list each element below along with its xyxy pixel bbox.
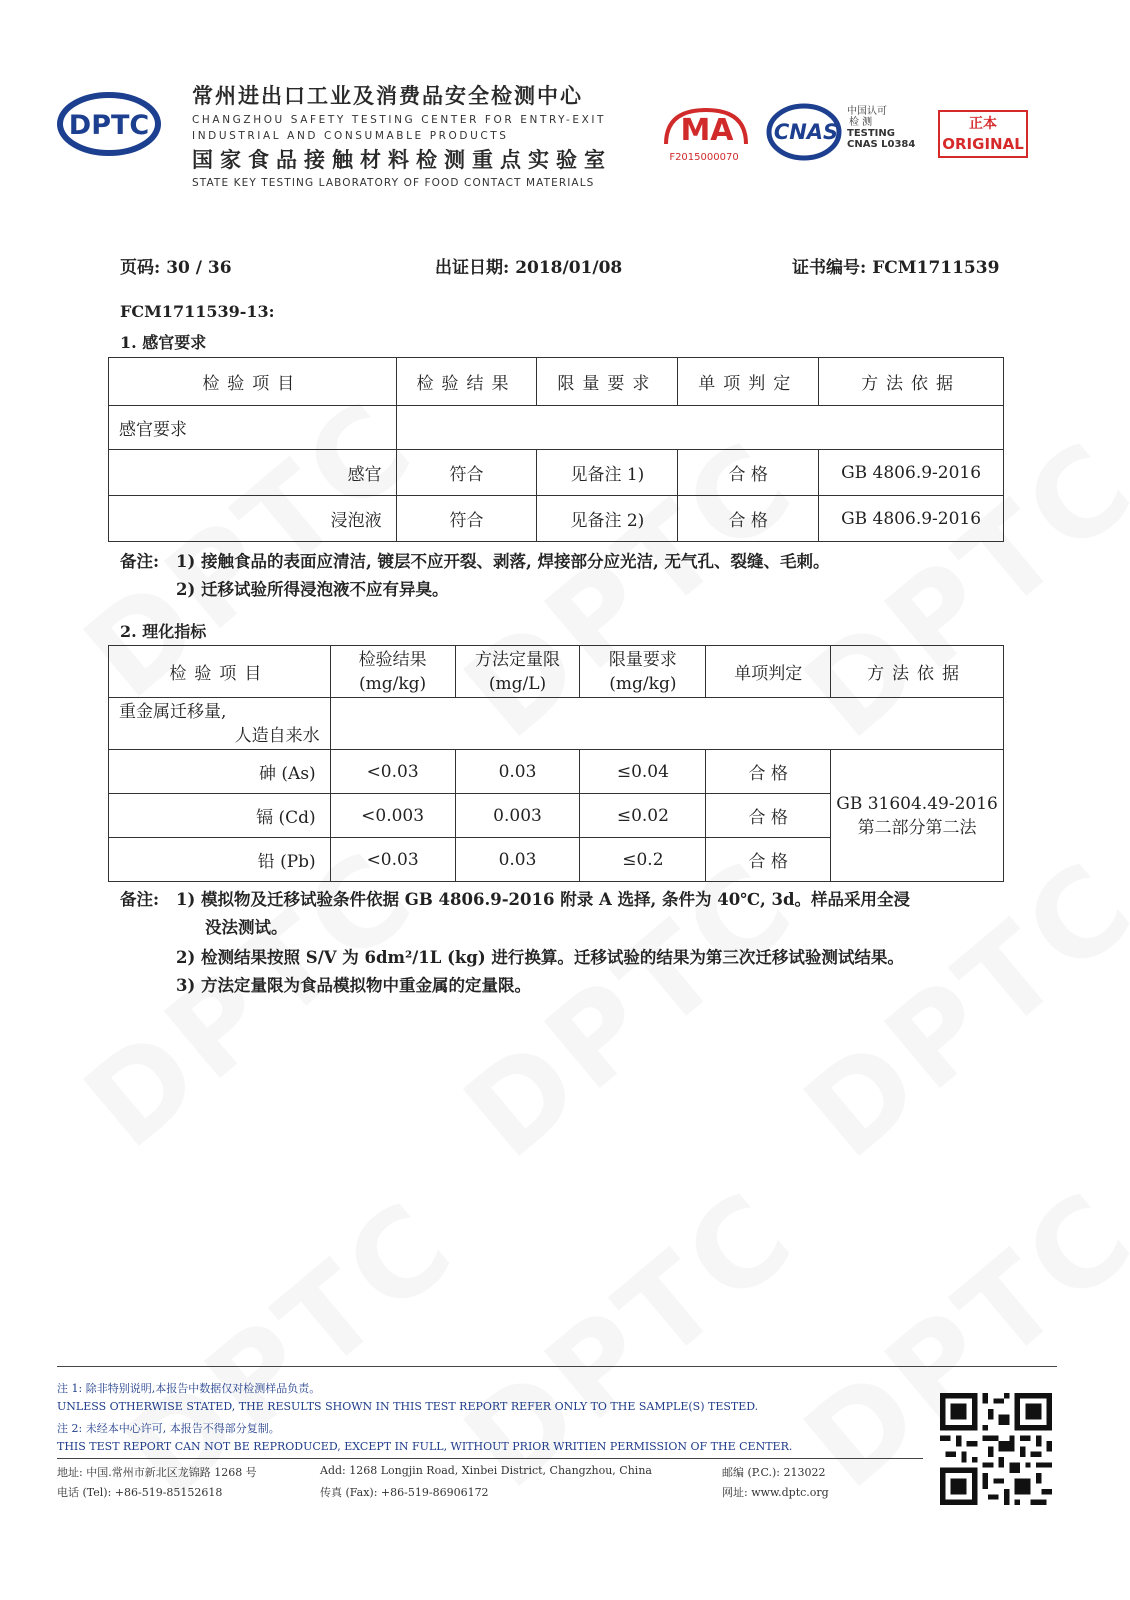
note-line: 1) 接触食品的表面应清洁, 镀层不应开裂、剥落, 焊接部分应光洁, 无气孔、裂缝、毛刺。 (176, 552, 830, 571)
lab-name-cn: 国家食品接触材料检测重点实验室 (192, 148, 612, 172)
sample-code: FCM1711539-13: (120, 302, 275, 321)
header-method: 方法依据 (831, 646, 1004, 698)
org-name-en-1: CHANGZHOU SAFETY TESTING CENTER FOR ENTRY-EXIT (192, 114, 607, 126)
limit-cell: 见备注 2) (537, 496, 678, 542)
cnas-en-label: TESTING (847, 128, 895, 139)
verdict-cell: 合 格 (706, 794, 831, 838)
footer-note-2-cn: 注 2: 未经本中心许可, 本报告不得部分复制。 (57, 1422, 280, 1435)
note-line: 2) 迁移试验所得浸泡液不应有异臭。 (176, 580, 449, 599)
limit-cell: 见备注 1) (537, 450, 678, 496)
table-header-row (109, 358, 1004, 406)
result-cell: <0.03 (330, 838, 455, 882)
notes-label: 备注: (120, 552, 160, 571)
issue-date: 出证日期: 2018/01/08 (435, 258, 623, 278)
limit-cell: ≤0.02 (580, 794, 706, 838)
group-label-line-1: 重金属迁移量, (119, 701, 227, 722)
header-result: 检验结果 (396, 358, 537, 406)
page-number: 页码: 30 / 36 (120, 258, 232, 278)
limit-cell: ≤0.2 (580, 838, 706, 882)
loq-cell: 0.003 (455, 794, 580, 838)
footer-note-1-cn: 注 1: 除非特别说明,本报告中数据仅对检测样品负责。 (57, 1382, 321, 1395)
header-limit-unit: (mg/kg) (609, 673, 677, 694)
group-label (109, 698, 331, 750)
footer-divider (57, 1458, 923, 1459)
table-row (109, 750, 1004, 794)
svg-text:MA: MA (680, 113, 734, 148)
footer-divider (57, 1366, 1057, 1367)
postcode: 邮编 (P.C.): 213022 (722, 1466, 826, 1479)
header-titles (192, 80, 632, 189)
cnas-cn-label: 中国认可 (847, 106, 887, 117)
footer-note-2-en: THIS TEST REPORT CAN NOT BE REPRODUCED, EXCEPT IN FULL, WITHOUT PRIOR WRITIEN PERMISSION OF THE CENTER. (57, 1440, 793, 1453)
footer-note-1-en: UNLESS OTHERWISE STATED, THE RESULTS SHOWN IN THIS TEST REPORT REFER ONLY TO THE SAMPLE(S) TESTED. (57, 1400, 759, 1413)
header-result-unit: (mg/kg) (359, 673, 427, 694)
method-standard: GB 31604.49-2016 (836, 793, 998, 814)
header-limit-label: 限量要求 (608, 649, 677, 670)
verdict-cell: 合 格 (706, 838, 831, 882)
group-blank (330, 698, 1003, 750)
cnas-label (847, 106, 915, 150)
header-result-label: 检验结果 (358, 649, 427, 670)
fax: 传真 (Fax): +86-519-86906172 (320, 1486, 489, 1499)
address-en: Add: 1268 Longjin Road, Xinbei District, Changzhou, China (320, 1464, 652, 1477)
svg-text:DPTC: DPTC (68, 110, 150, 141)
verdict-cell: 合 格 (678, 496, 819, 542)
header-loq-unit: (mg/L) (488, 673, 547, 694)
header-method: 方法依据 (819, 358, 1004, 406)
cnas-mark (766, 103, 846, 161)
header-limit: 限量要求 (537, 358, 678, 406)
result-cell: 符合 (396, 496, 537, 542)
lab-name-en: STATE KEY TESTING LABORATORY OF FOOD CONTACT MATERIALS (192, 177, 595, 189)
header-loq (455, 646, 580, 698)
method-part: 第二部分第二法 (857, 817, 977, 838)
notes-label: 备注: (120, 890, 160, 909)
original-stamp (938, 110, 1028, 158)
svg-text:F2015000070: F2015000070 (669, 152, 739, 163)
sensory-table (108, 357, 1004, 542)
loq-cell: 0.03 (455, 838, 580, 882)
note-line: 2) 检测结果按照 S/V 为 6dm²/1L (kg) 进行换算。迁移试验的结果为第三次迁移试验测试结果。 (176, 948, 904, 967)
org-name-en-2: INDUSTRIAL AND CONSUMABLE PRODUCTS (192, 130, 509, 142)
table-group-row (109, 406, 1004, 450)
dptc-logo (57, 92, 161, 156)
header-item: 检验项目 (109, 358, 397, 406)
qr-code-icon (940, 1393, 1052, 1505)
note-line: 3) 方法定量限为食品模拟物中重金属的定量限。 (176, 976, 532, 995)
method-cell (831, 750, 1004, 882)
stamp-en: ORIGINAL (942, 135, 1024, 153)
item-cell: 铅 (Pb) (109, 838, 331, 882)
group-label-line-2: 人造自来水 (234, 725, 320, 746)
method-cell: GB 4806.9-2016 (819, 496, 1004, 542)
header-verdict: 单项判定 (706, 646, 831, 698)
chemical-table (108, 645, 1004, 882)
table-header-row (109, 646, 1004, 698)
header-limit (580, 646, 706, 698)
watermark (440, 1164, 822, 1516)
method-cell: GB 4806.9-2016 (819, 450, 1004, 496)
item-cell: 砷 (As) (109, 750, 331, 794)
cnas-code: CNAS L0384 (847, 139, 916, 150)
result-cell: 符合 (396, 450, 537, 496)
cma-mark (662, 104, 752, 164)
table-row (109, 450, 1004, 496)
header-result (330, 646, 455, 698)
loq-cell: 0.03 (455, 750, 580, 794)
item-cell: 浸泡液 (109, 496, 397, 542)
section-2-title: 2. 理化指标 (120, 622, 207, 641)
group-blank (396, 406, 1003, 450)
result-cell: <0.003 (330, 794, 455, 838)
table-group-row (109, 698, 1004, 750)
item-cell: 镉 (Cd) (109, 794, 331, 838)
note-line: 没法测试。 (205, 918, 288, 937)
certificate-number: 证书编号: FCM1711539 (792, 258, 1000, 278)
table-row (109, 496, 1004, 542)
item-cell: 感官 (109, 450, 397, 496)
section-1-title: 1. 感官要求 (120, 333, 207, 352)
website: 网址: www.dptc.org (722, 1486, 829, 1499)
header-loq-label: 方法定量限 (475, 649, 560, 670)
limit-cell: ≤0.04 (580, 750, 706, 794)
verdict-cell: 合 格 (678, 450, 819, 496)
stamp-cn: 正本 (969, 116, 997, 132)
header-verdict: 单项判定 (678, 358, 819, 406)
result-cell: <0.03 (330, 750, 455, 794)
address-cn: 地址: 中国.常州市新北区龙锦路 1268 号 (57, 1466, 257, 1479)
telephone: 电话 (Tel): +86-519-85152618 (57, 1486, 223, 1499)
note-line: 1) 模拟物及迁移试验条件依据 GB 4806.9-2016 附录 A 选择, 条件为 40℃, 3d。样品采用全浸 (176, 890, 910, 909)
group-label: 感官要求 (109, 406, 397, 450)
verdict-cell: 合 格 (706, 750, 831, 794)
svg-text:CNAS: CNAS (773, 120, 839, 144)
cnas-cn-label-2: 检 测 (849, 117, 873, 128)
org-name-cn: 常州进出口工业及消费品安全检测中心 (192, 84, 583, 108)
header-item: 检验项目 (109, 646, 331, 698)
